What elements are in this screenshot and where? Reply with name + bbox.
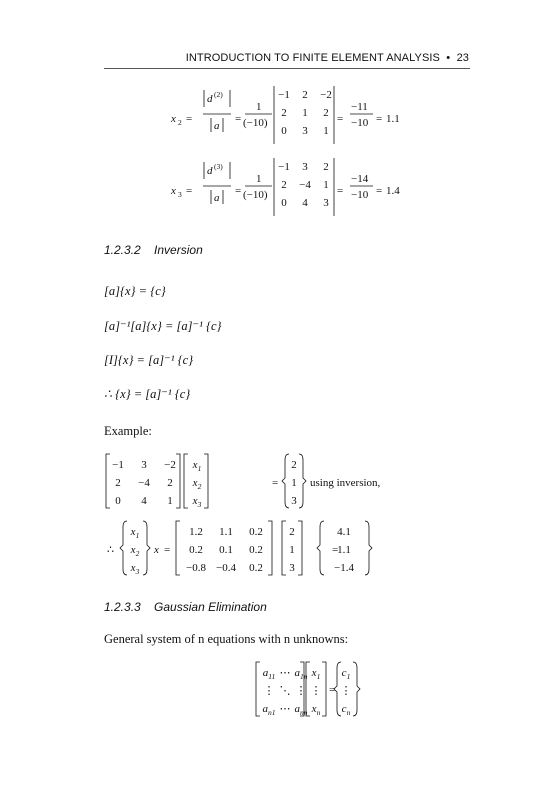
solution-x-entry: $x_1$ <box>130 526 140 540</box>
solution-r-entry: 4.1 <box>337 526 351 538</box>
general-system <box>256 660 366 720</box>
general-a-cell: ⋮ <box>263 685 275 697</box>
general-a-cell: ⋮ <box>295 685 307 697</box>
x3-matrix-cell: 2 <box>323 161 329 173</box>
example-a-cell: 3 <box>141 459 147 471</box>
solution-c-entry: 2 <box>289 526 295 538</box>
general-c-entry: ⋮ <box>340 685 352 697</box>
x2-lhs: x <box>171 113 176 125</box>
general-a-cell: $a_{n1}$ <box>262 703 276 717</box>
solution-x-entry: $x_2$ <box>130 544 140 558</box>
example-c-entry: 2 <box>291 459 297 471</box>
inverse-cell: 0.2 <box>249 562 263 574</box>
x2-equals-4: = <box>376 113 383 125</box>
solution-vector-c <box>282 521 302 575</box>
example-a-cell: −1 <box>112 459 124 471</box>
inversion-eq-4: ∴ {x} = [a]⁻¹ {c} <box>104 387 191 401</box>
x2-frac-num: 1 <box>256 101 262 113</box>
x3-matrix-cell: 3 <box>323 197 329 209</box>
x2-res-den: −10 <box>351 117 369 129</box>
inverse-cell: 1.2 <box>189 526 203 538</box>
x3-equals-2: = <box>235 185 242 197</box>
x3-den-a: a <box>214 192 220 204</box>
x3-result: 1.4 <box>386 185 400 197</box>
x3-lhs: x <box>171 185 176 197</box>
example-label: Example: <box>104 424 152 438</box>
example-a-cell: 2 <box>115 477 121 489</box>
section-number: 1.2.3.3 <box>104 600 141 614</box>
therefore-symbol: ∴ <box>107 544 114 556</box>
example-a-cell: −4 <box>138 477 150 489</box>
x2-matrix-cell: −2 <box>320 89 332 101</box>
general-c-entry: $c_1$ <box>341 667 351 681</box>
example-c-entry: 1 <box>291 477 297 489</box>
x2-matrix-cell: 2 <box>323 107 329 119</box>
x3-matrix-cell: 2 <box>281 179 287 191</box>
example-c-entry: 3 <box>291 495 297 507</box>
section-number: 1.2.3.2 <box>104 243 141 257</box>
x3-matrix-cell: 4 <box>302 197 308 209</box>
x2-frac-den: (−10) <box>243 117 268 129</box>
section-title: Inversion <box>154 243 203 257</box>
x3-num-sup: (3) <box>214 162 223 171</box>
x3-lhs-sub: 3 <box>178 190 182 199</box>
example-x-entry: $x_2$ <box>192 477 202 491</box>
general-x-entry: $x_1$ <box>311 667 321 681</box>
inverse-matrix <box>176 521 272 575</box>
x3-matrix-cell: 1 <box>323 179 329 191</box>
x2-num-sup: (2) <box>214 90 223 99</box>
x2-matrix-cell: 1 <box>323 125 329 137</box>
solution-vector-x <box>120 521 150 576</box>
solution-r-entry: 1.1 <box>337 544 351 556</box>
solution-c-entry: 1 <box>289 544 295 556</box>
x3-matrix-cell: 0 <box>281 197 287 209</box>
x2-matrix-cell: 1 <box>302 107 308 119</box>
running-header <box>0 52 469 64</box>
inverse-cell: 0.2 <box>249 544 263 556</box>
general-vector-c <box>334 662 360 717</box>
general-a-cell: ⋯ <box>279 703 291 715</box>
x2-matrix-cell: 2 <box>302 89 308 101</box>
x3-matrix-cell: 3 <box>302 161 308 173</box>
x2-lhs-sub: 2 <box>178 118 182 127</box>
section-heading-inversion <box>104 243 203 257</box>
solution-equals-2: = <box>332 544 339 556</box>
x2-num-d: d <box>207 93 213 105</box>
x3-matrix <box>278 161 329 209</box>
solution-equals: = <box>164 544 171 556</box>
x3-num-d: d <box>207 165 213 177</box>
example-a-cell: 0 <box>115 495 121 507</box>
x3-equals-3: = <box>337 185 344 197</box>
running-title: INTRODUCTION TO FINITE ELEMENT ANALYSIS <box>185 52 440 64</box>
inverse-cell: 0.2 <box>249 526 263 538</box>
example-equals: = <box>272 477 279 489</box>
section-title: Gaussian Elimination <box>154 600 267 614</box>
x3-matrix-cell: −1 <box>278 161 290 173</box>
example-a-cell: 2 <box>167 477 173 489</box>
x2-equals: = <box>186 113 193 125</box>
header-bullet: • <box>446 52 451 64</box>
example-note: using inversion, <box>310 477 381 489</box>
example-a-cell: −2 <box>164 459 176 471</box>
x2-matrix-cell: 2 <box>281 107 287 119</box>
inverse-cell: 1.1 <box>219 526 233 538</box>
general-a-cell: ⋱ <box>279 685 291 697</box>
x3-equals: = <box>186 185 193 197</box>
example-vector-c <box>282 454 306 508</box>
x3-frac-den: (−10) <box>243 189 268 201</box>
x2-matrix-cell: 0 <box>281 125 287 137</box>
x2-res-num: −11 <box>351 101 368 113</box>
inverse-solution <box>104 519 364 581</box>
solution-x-label: x <box>154 544 159 556</box>
cramer-x2-equation <box>160 84 420 154</box>
inverse-cell: −0.4 <box>216 562 236 574</box>
x2-equals-2: = <box>235 113 242 125</box>
inversion-eq-3: [I]{x} = [a]⁻¹ {c} <box>104 353 194 367</box>
general-c-entry: $c_n$ <box>341 703 351 717</box>
inverse-cell: 0.1 <box>219 544 233 556</box>
example-system <box>104 452 381 512</box>
general-vector-x <box>306 662 326 717</box>
example-x-entry: $x_3$ <box>192 495 202 509</box>
solution-r-entry: −1.4 <box>334 562 354 574</box>
solution-c-entry: 3 <box>289 562 295 574</box>
x2-matrix-cell: −1 <box>278 89 290 101</box>
general-a-cell: $a_{1n}$ <box>294 667 308 681</box>
inversion-eq-1: [a]{x} = {c} <box>104 284 166 298</box>
general-equals: = <box>329 684 336 696</box>
inversion-eq-2: [a]⁻¹[a]{x} = [a]⁻¹ {c} <box>104 319 222 333</box>
general-x-entry: $x_n$ <box>311 703 321 717</box>
gaussian-intro: General system of n equations with n unknowns: <box>104 632 349 646</box>
general-a-cell: ⋯ <box>279 667 291 679</box>
x2-result: 1.1 <box>386 113 400 125</box>
x3-res-num: −14 <box>351 173 369 185</box>
general-x-entry: ⋮ <box>310 685 322 697</box>
solution-x-entry: $x_3$ <box>130 562 140 576</box>
x3-res-den: −10 <box>351 189 369 201</box>
x2-matrix-cell: 3 <box>302 125 308 137</box>
x3-equals-4: = <box>376 185 383 197</box>
page-number: 23 <box>456 52 469 64</box>
general-a-cell: $a_{nn}$ <box>294 703 308 717</box>
inverse-cell: 0.2 <box>189 544 203 556</box>
example-vector-x <box>184 454 208 509</box>
x2-equals-3: = <box>337 113 344 125</box>
example-x-entry: $x_1$ <box>192 459 202 473</box>
example-a-cell: 1 <box>167 495 173 507</box>
x3-frac-num: 1 <box>256 173 262 185</box>
example-matrix-a <box>106 454 180 508</box>
inverse-cell: −0.8 <box>186 562 206 574</box>
x3-matrix-cell: −4 <box>299 179 311 191</box>
cramer-x3-equation <box>160 156 420 226</box>
general-a-cell: $a_{11}$ <box>262 667 276 681</box>
x2-matrix <box>278 89 332 137</box>
section-heading-gaussian <box>104 600 267 614</box>
x2-den-a: a <box>214 120 220 132</box>
header-rule <box>104 68 470 69</box>
solution-result-vector <box>317 521 372 575</box>
general-matrix-a <box>256 662 308 717</box>
example-a-cell: 4 <box>141 495 147 507</box>
